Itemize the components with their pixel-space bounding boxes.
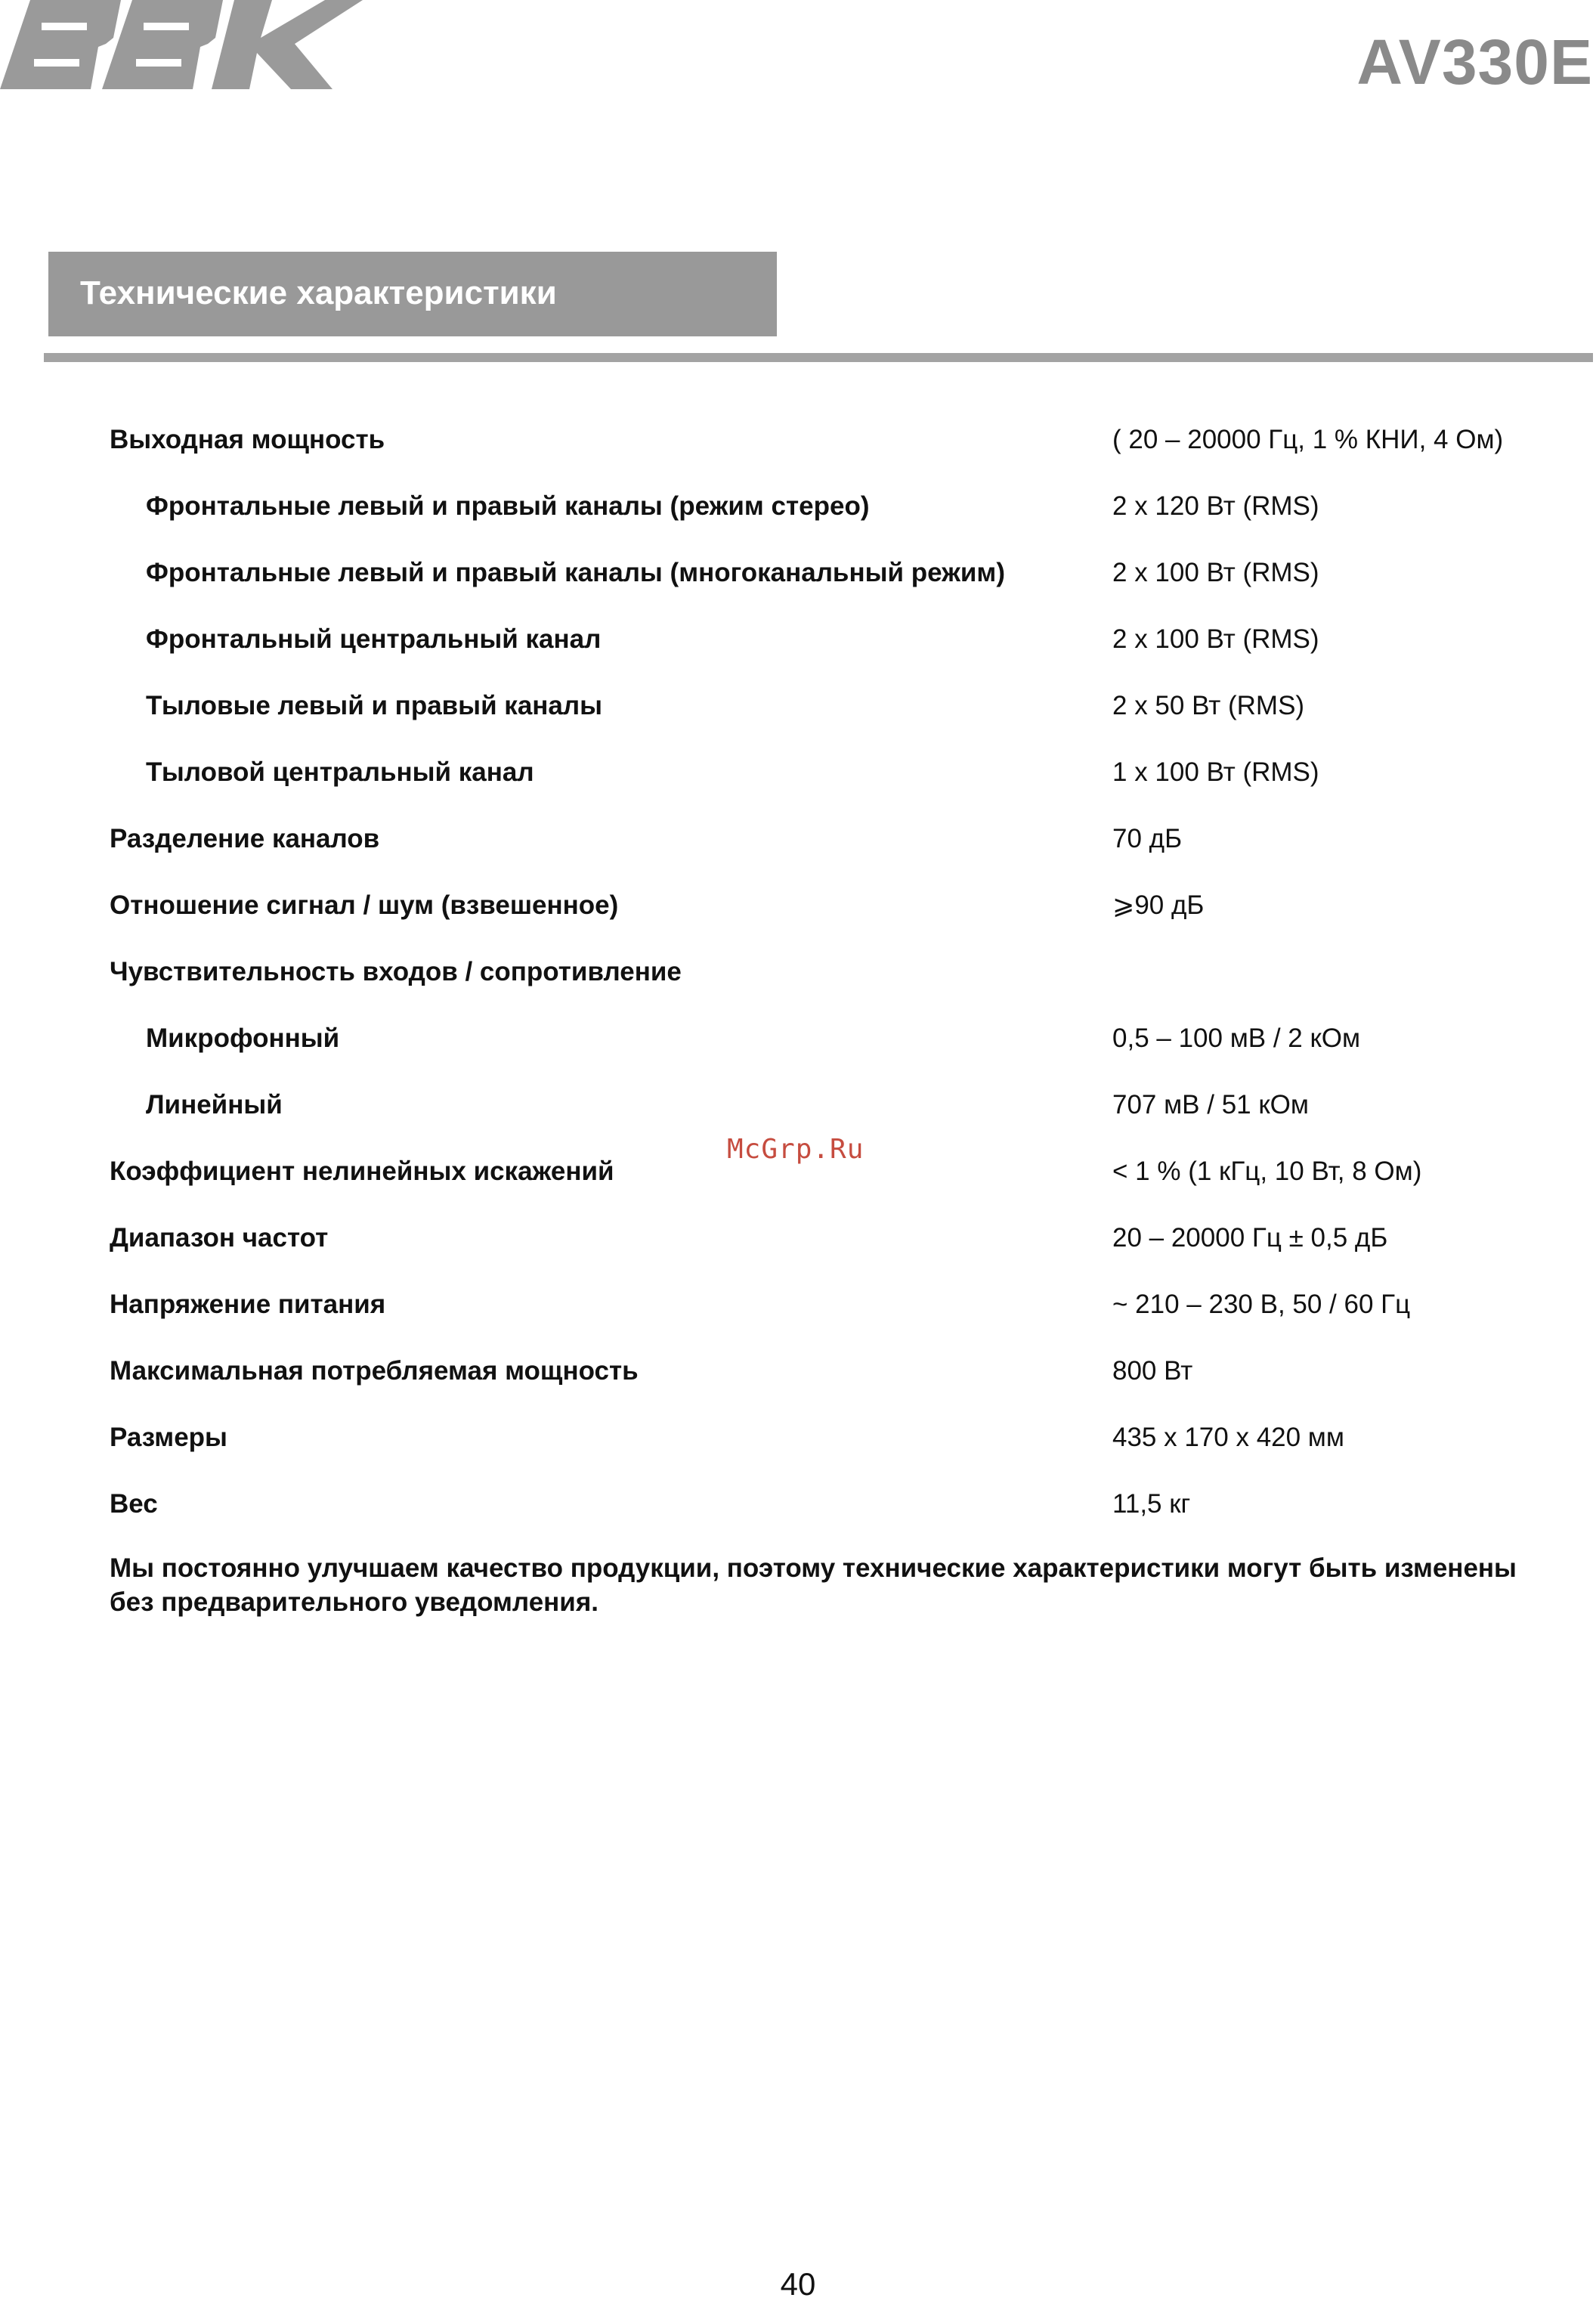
spec-label: Микрофонный <box>146 1023 340 1053</box>
spec-value: 0,5 – 100 мВ / 2 кОм <box>1112 1023 1361 1053</box>
spec-label: Фронтальные левый и правый каналы (режим стерео) <box>146 491 870 521</box>
section-banner <box>48 252 777 336</box>
spec-label: Чувствительность входов / сопротивление <box>110 957 682 986</box>
spec-row <box>0 682 1596 748</box>
spec-label: Линейный <box>146 1090 283 1119</box>
spec-row <box>0 1347 1596 1414</box>
brand-logo <box>0 0 363 89</box>
spec-label: Разделение каналов <box>110 824 380 853</box>
spec-row <box>0 1480 1596 1547</box>
spec-row <box>0 815 1596 881</box>
spec-value: 435 x 170 x 420 мм <box>1112 1423 1344 1452</box>
spec-row <box>0 1414 1596 1480</box>
spec-value: 2 x 50 Вт (RMS) <box>1112 691 1305 720</box>
spec-value: 2 x 100 Вт (RMS) <box>1112 558 1319 587</box>
spec-label: Фронтальные левый и правый каналы (многоканальный режим) <box>146 558 1005 587</box>
spec-row <box>0 416 1596 482</box>
spec-row <box>0 748 1596 815</box>
spec-value: ~ 210 – 230 В, 50 / 60 Гц <box>1112 1290 1411 1319</box>
spec-value: 1 x 100 Вт (RMS) <box>1112 757 1319 787</box>
spec-row <box>0 948 1596 1014</box>
spec-label: Выходная мощность <box>110 425 385 454</box>
spec-value: 70 дБ <box>1112 824 1183 853</box>
spec-label: Напряжение питания <box>110 1290 386 1319</box>
section-title: Технические характеристики <box>80 274 557 311</box>
spec-label: Фронтальный центральный канал <box>146 624 602 654</box>
spec-row <box>0 1014 1596 1081</box>
spec-row <box>0 1214 1596 1281</box>
spec-label: Диапазон частот <box>110 1223 329 1253</box>
spec-label: Размеры <box>110 1423 227 1452</box>
section-divider <box>44 353 1593 362</box>
spec-label: Вес <box>110 1489 158 1519</box>
spec-value: < 1 % (1 кГц, 10 Вт, 8 Ом) <box>1112 1157 1422 1186</box>
spec-label: Тыловой центральный канал <box>146 757 534 787</box>
watermark: McGrp.Ru <box>727 1134 865 1165</box>
spec-value: 2 x 100 Вт (RMS) <box>1112 624 1319 654</box>
spec-label: Тыловые левый и правый каналы <box>146 691 603 720</box>
spec-value: 707 мВ / 51 кОм <box>1112 1090 1309 1119</box>
disclaimer-notice: Мы постоянно улучшаем качество продукции, поэтому технические характеристики могут быть изменены без предварительного уведомления. <box>110 1553 1517 1617</box>
spec-row <box>0 881 1596 948</box>
model-name: AV330E <box>1356 26 1593 98</box>
spec-value: 800 Вт <box>1112 1356 1193 1386</box>
spec-value: ⩾90 дБ <box>1112 890 1205 920</box>
spec-row <box>0 549 1596 615</box>
spec-value: 11,5 кг <box>1112 1489 1191 1519</box>
spec-value: 2 x 120 Вт (RMS) <box>1112 491 1319 521</box>
spec-value: 20 – 20000 Гц ± 0,5 дБ <box>1112 1223 1388 1253</box>
spec-label: Отношение сигнал / шум (взвешенное) <box>110 890 619 920</box>
page-number: 40 <box>780 2266 816 2302</box>
spec-table <box>0 416 1596 1547</box>
spec-label: Максимальная потребляемая мощность <box>110 1356 639 1386</box>
bbk-logo-icon <box>0 0 363 89</box>
spec-row <box>0 482 1596 549</box>
spec-row <box>0 615 1596 682</box>
spec-label: Коэффициент нелинейных искажений <box>110 1157 614 1186</box>
spec-row <box>0 1281 1596 1347</box>
spec-value: ( 20 – 20000 Гц, 1 % КНИ, 4 Ом) <box>1112 425 1504 454</box>
